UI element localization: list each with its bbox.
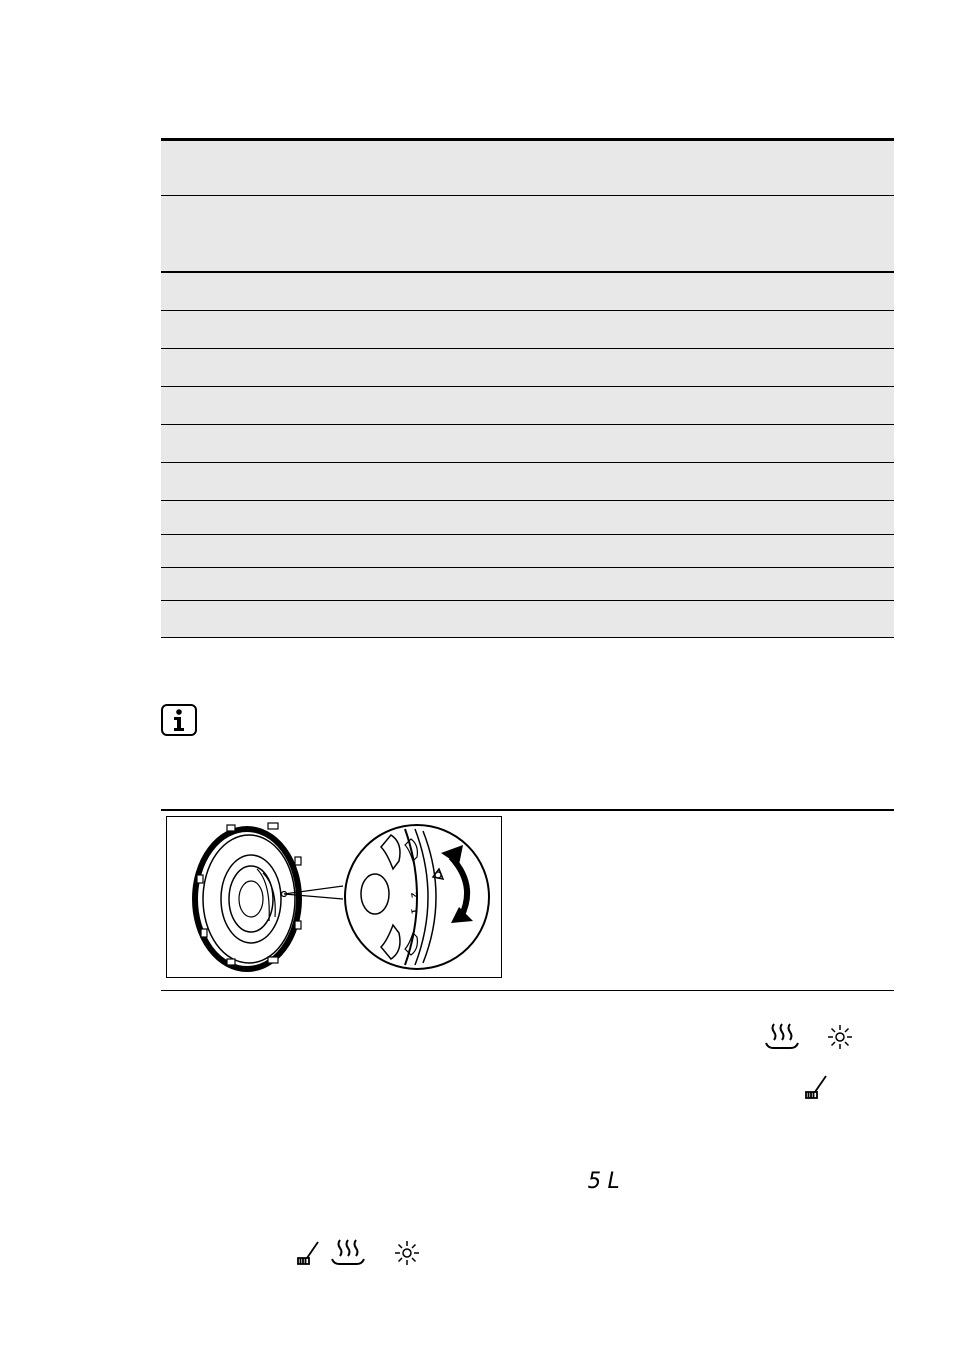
table-row: [161, 500, 894, 534]
table-row: [161, 534, 894, 567]
table-row: [161, 386, 894, 424]
display-code: 5L: [588, 1169, 627, 1194]
table-row: [161, 310, 894, 348]
table-row: [161, 567, 894, 600]
dial-illustration: [166, 816, 502, 978]
table-row: [161, 348, 894, 386]
brush-icon: [296, 1240, 322, 1266]
table-row: [161, 271, 894, 311]
table-header-row: [161, 195, 894, 273]
table-row: [161, 462, 894, 500]
brush-icon: [804, 1074, 830, 1100]
plate-warmer-icon: [764, 1022, 800, 1052]
plate-warmer-icon: [330, 1238, 366, 1268]
section-bottom-rule: [161, 990, 894, 991]
section-top-rule: [161, 809, 894, 811]
dial-setting-2: 2: [409, 891, 420, 899]
table-bottom-rule: [161, 637, 894, 638]
info-icon: [161, 704, 197, 736]
table-row: [161, 424, 894, 462]
table-row: [161, 600, 894, 638]
dial-setting-1: 1: [409, 907, 420, 915]
dial-full-view: [195, 823, 343, 969]
table-header-row: [161, 141, 894, 195]
light-icon: [394, 1240, 420, 1266]
light-icon: [827, 1024, 853, 1050]
